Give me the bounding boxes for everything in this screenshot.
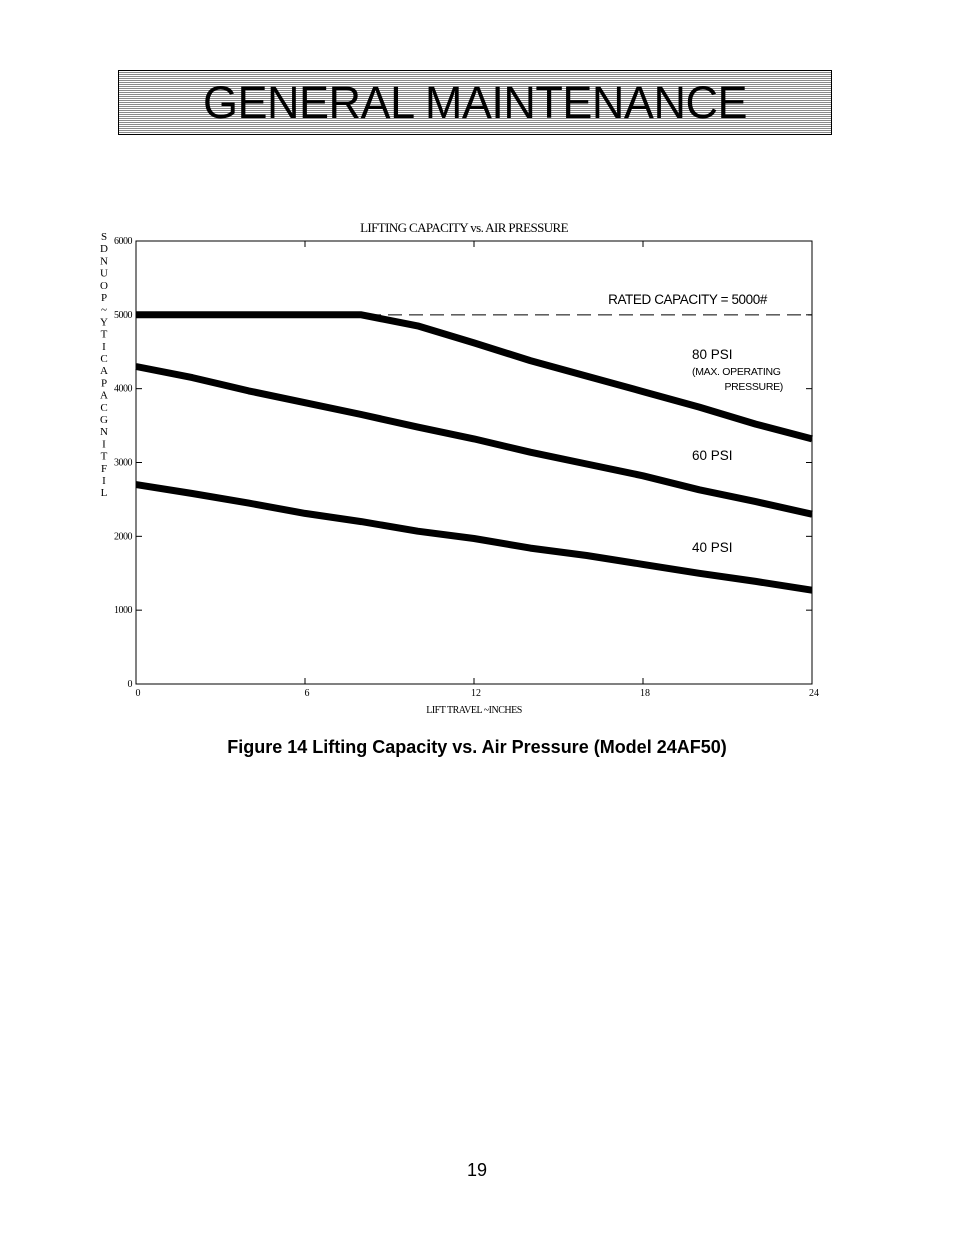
- y-axis-label-char: T: [100, 450, 108, 463]
- y-axis-label-char: I: [102, 340, 106, 353]
- y-axis-label-char: I: [102, 475, 106, 487]
- y-axis-label-char: L: [100, 487, 108, 500]
- y-axis-label-char: G: [100, 414, 108, 426]
- y-axis-label-char: N: [100, 255, 108, 268]
- y-axis-label-char: N: [100, 426, 108, 439]
- annotation-80-psi: 80 PSI: [692, 347, 733, 362]
- annotation-40-psi: 40 PSI: [692, 540, 733, 555]
- annotation-60-psi: 60 PSI: [692, 448, 733, 463]
- annotation-pressure: PRESSURE): [724, 381, 783, 393]
- annotation-max-operating: (MAX. OPERATING: [692, 366, 781, 378]
- y-axis-label-char: S: [100, 231, 108, 243]
- y-tick-label-5000: 5000: [114, 309, 132, 321]
- x-tick-label-24: 24: [809, 688, 819, 699]
- y-axis-label-char: P: [100, 377, 108, 390]
- y-tick-label-2000: 2000: [114, 531, 132, 543]
- x-tick-label-0: 0: [135, 688, 141, 699]
- y-axis-label-char: U: [100, 267, 108, 280]
- x-tick-label-18: 18: [640, 688, 650, 699]
- x-tick-label-12: 12: [471, 688, 481, 699]
- y-axis-label-char: A: [100, 365, 108, 378]
- y-axis-label-char: D: [100, 243, 108, 256]
- page-title: GENERAL MAINTENANCE: [203, 77, 747, 128]
- y-axis-label-char: C: [100, 353, 108, 365]
- y-tick-label-0: 0: [127, 679, 132, 690]
- y-axis-label-char: O: [100, 279, 108, 292]
- rated-capacity-label: RATED CAPACITY = 5000#: [608, 292, 767, 307]
- y-axis-label-char: P: [100, 292, 108, 304]
- y-axis-label-char: Y: [100, 316, 108, 329]
- y-tick-label-6000: 6000: [114, 236, 132, 247]
- y-axis-label-char: F: [100, 462, 108, 475]
- y-axis-label-char: C: [100, 401, 108, 414]
- figure-caption: Figure 14 Lifting Capacity vs. Air Pressure (Model 24AF50): [227, 737, 727, 757]
- y-axis-label-char: T: [100, 328, 108, 341]
- y-tick-label-1000: 1000: [114, 605, 132, 617]
- x-tick-label-6: 6: [304, 688, 310, 699]
- y-axis-label-char: I: [102, 438, 106, 451]
- y-tick-label-3000: 3000: [114, 457, 132, 469]
- series-line-60-psi: [136, 367, 812, 515]
- page-number: 19: [466, 1160, 488, 1180]
- series-line-40-psi: [136, 485, 812, 591]
- x-axis-label: LIFT TRAVEL ~INCHES: [426, 705, 522, 716]
- chart-title: LIFTING CAPACITY vs. AIR PRESSURE: [360, 220, 568, 235]
- y-tick-label-4000: 4000: [114, 383, 132, 395]
- y-axis-label-char: A: [100, 389, 108, 402]
- y-axis-label-char: ~: [101, 304, 107, 317]
